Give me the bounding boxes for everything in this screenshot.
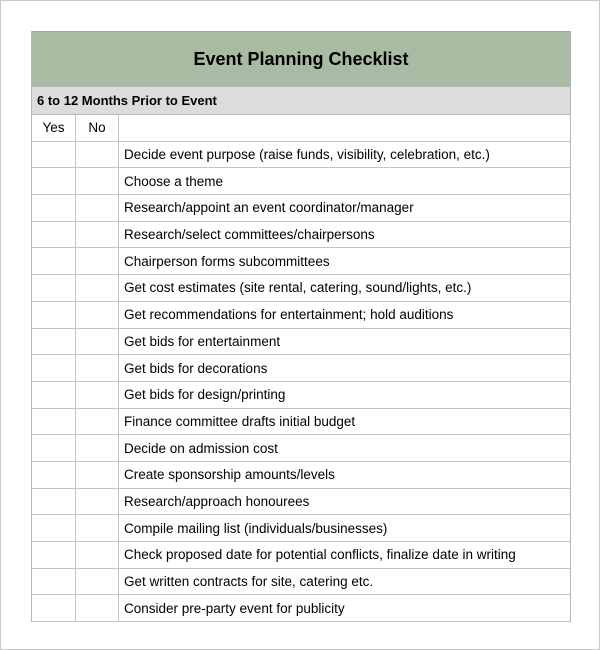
task-row	[32, 382, 570, 409]
yes-checkbox-cell[interactable]	[32, 409, 76, 435]
column-header-no: No	[76, 115, 119, 141]
no-checkbox-cell[interactable]	[76, 382, 119, 408]
yes-checkbox-cell[interactable]	[32, 248, 76, 274]
task-row	[32, 355, 570, 382]
checklist-table	[31, 31, 571, 622]
column-header-task	[119, 115, 570, 141]
task-row	[32, 542, 570, 569]
no-checkbox-cell[interactable]	[76, 435, 119, 461]
yes-checkbox-cell[interactable]	[32, 569, 76, 595]
task-row	[32, 195, 570, 222]
task-label: Choose a theme	[124, 173, 224, 189]
yes-checkbox-cell[interactable]	[32, 489, 76, 515]
no-checkbox-cell[interactable]	[76, 409, 119, 435]
task-label: Get written contracts for site, catering etc.	[124, 574, 374, 590]
no-checkbox-cell[interactable]	[76, 302, 119, 328]
yes-checkbox-cell[interactable]	[32, 142, 76, 168]
task-label: Check proposed date for potential conflicts, finalize date in writing	[124, 547, 516, 563]
no-checkbox-cell[interactable]	[76, 542, 119, 568]
task-row	[32, 329, 570, 356]
no-checkbox-cell[interactable]	[76, 329, 119, 355]
task-row	[32, 569, 570, 596]
no-checkbox-cell[interactable]	[76, 489, 119, 515]
task-row	[32, 275, 570, 302]
column-header-yes: Yes	[32, 115, 76, 141]
no-checkbox-cell[interactable]	[76, 168, 119, 194]
task-label: Get cost estimates (site rental, catering, sound/lights, etc.)	[124, 280, 472, 296]
no-checkbox-cell[interactable]	[76, 222, 119, 248]
task-label: Consider pre-party event for publicity	[124, 600, 345, 616]
no-checkbox-cell[interactable]	[76, 275, 119, 301]
task-label: Compile mailing list (individuals/businesses)	[124, 520, 388, 536]
task-label: Get recommendations for entertainment; hold auditions	[124, 307, 454, 323]
task-label: Get bids for decorations	[124, 360, 268, 376]
task-list	[32, 142, 570, 622]
task-label: Research/appoint an event coordinator/manager	[124, 200, 414, 216]
section-heading: 6 to 12 Months Prior to Event	[32, 87, 570, 115]
task-label: Create sponsorship amounts/levels	[124, 467, 335, 483]
task-row	[32, 462, 570, 489]
task-label: Get bids for entertainment	[124, 333, 281, 349]
no-checkbox-cell[interactable]	[76, 248, 119, 274]
task-label: Finance committee drafts initial budget	[124, 413, 356, 429]
task-row	[32, 489, 570, 516]
checklist-title: Event Planning Checklist	[32, 31, 570, 87]
task-row	[32, 409, 570, 436]
yes-checkbox-cell[interactable]	[32, 329, 76, 355]
yes-checkbox-cell[interactable]	[32, 595, 76, 621]
task-row	[32, 515, 570, 542]
yes-checkbox-cell[interactable]	[32, 382, 76, 408]
task-row	[32, 168, 570, 195]
task-label: Decide event purpose (raise funds, visibility, celebration, etc.)	[124, 147, 490, 163]
task-label: Get bids for design/printing	[124, 387, 286, 403]
task-row	[32, 595, 570, 622]
task-row	[32, 435, 570, 462]
no-checkbox-cell[interactable]	[76, 595, 119, 621]
no-checkbox-cell[interactable]	[76, 569, 119, 595]
no-checkbox-cell[interactable]	[76, 462, 119, 488]
yes-checkbox-cell[interactable]	[32, 515, 76, 541]
task-row	[32, 302, 570, 329]
yes-checkbox-cell[interactable]	[32, 222, 76, 248]
yes-checkbox-cell[interactable]	[32, 195, 76, 221]
no-checkbox-cell[interactable]	[76, 515, 119, 541]
task-label: Chairperson forms subcommittees	[124, 253, 330, 269]
yes-checkbox-cell[interactable]	[32, 355, 76, 381]
no-checkbox-cell[interactable]	[76, 195, 119, 221]
task-row	[32, 248, 570, 275]
no-checkbox-cell[interactable]	[76, 355, 119, 381]
task-row	[32, 222, 570, 249]
yes-checkbox-cell[interactable]	[32, 542, 76, 568]
task-label: Decide on admission cost	[124, 440, 278, 456]
column-header-row	[32, 115, 570, 142]
yes-checkbox-cell[interactable]	[32, 168, 76, 194]
task-label: Research/approach honourees	[124, 493, 310, 509]
no-checkbox-cell[interactable]	[76, 142, 119, 168]
yes-checkbox-cell[interactable]	[32, 275, 76, 301]
yes-checkbox-cell[interactable]	[32, 462, 76, 488]
yes-checkbox-cell[interactable]	[32, 435, 76, 461]
task-label: Research/select committees/chairpersons	[124, 227, 375, 243]
task-row	[32, 142, 570, 169]
yes-checkbox-cell[interactable]	[32, 302, 76, 328]
